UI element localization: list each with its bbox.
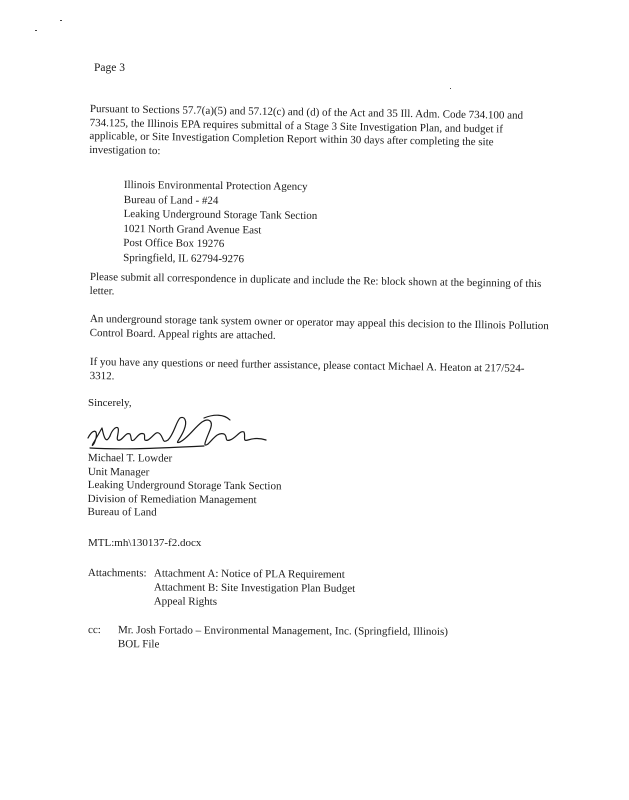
scan-speck [60, 20, 62, 21]
attachments-list [154, 566, 356, 609]
signer-name: Michael T. Lowder [87, 452, 173, 465]
scan-speck [450, 88, 451, 89]
address-line: Post Office Box 19276 [123, 236, 225, 251]
attachments-label: Attachments: [87, 567, 147, 580]
scan-speck [35, 30, 37, 31]
cc-item: Mr. Josh Fortado – Environmental Management, Inc. (Springfield, Illinois) [117, 624, 448, 638]
address-line: Bureau of Land - #24 [123, 193, 219, 207]
paragraph-appeal: An underground storage tank system owner or operator may appeal this decision to the Illinois Pollution Control Board. Appeal rights are attached. [89, 313, 549, 342]
cc-item: BOL File [117, 637, 160, 650]
paragraph-pursuant: Pursuant to Sections 57.7(a)(5) and 57.12(c) and (d) of the Act and 35 Ill. Adm. Code 734.100 and 734.125, the Illinois EPA requires submittal of a Stage 3 Site Investigation Plan, and budget if applicable, or Site Investigation Completion Report within 30 days after completing the site investigation to: [89, 103, 524, 157]
address-line: 1021 North Grand Avenue East [123, 222, 262, 236]
paragraph-questions: If you have any questions or need further assistance, please contact Michael A. Heaton at 217/524-3312. [89, 356, 525, 382]
attachment-item: Appeal Rights [153, 595, 218, 608]
signer-block [88, 452, 282, 521]
attachment-item: Attachment A: Notice of PLA Requirement [153, 567, 345, 581]
reference-initials: MTL:mh\130137-f2.docx [88, 537, 202, 549]
mailing-address [123, 178, 318, 267]
attachment-item: Attachment B: Site Investigation Plan Budget [153, 581, 356, 595]
page-number: Page 3 [94, 62, 125, 74]
signer-section: Leaking Underground Storage Tank Section [87, 478, 282, 493]
address-line: Springfield, IL 62794-9276 [123, 251, 245, 265]
paragraph-submit: Please submit all correspondence in duplicate and include the Re: block shown at the beginning of this letter. [89, 271, 542, 297]
signer-bureau: Bureau of Land [87, 505, 157, 519]
signer-division: Division of Remediation Management [87, 492, 257, 506]
cc-list [118, 624, 448, 653]
signature-image [84, 408, 269, 458]
address-line: Illinois Environmental Protection Agency [123, 178, 308, 193]
signer-title: Unit Manager [87, 465, 150, 478]
closing-salutation: Sincerely, [88, 397, 132, 409]
address-line: Leaking Underground Storage Tank Section [123, 207, 318, 223]
cc-label: cc: [87, 624, 101, 637]
